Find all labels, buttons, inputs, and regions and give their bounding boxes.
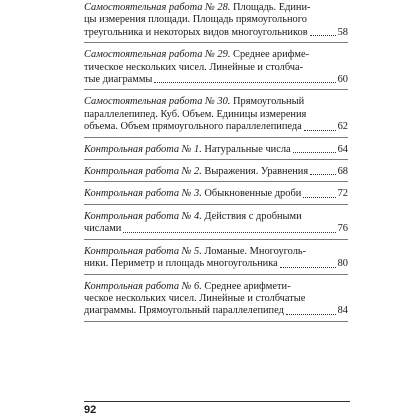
toc-entry-text: параллелепипед. Куб. Объем. Единицы измерения [84,108,307,120]
toc-entry-text: ники. Периметр и площадь многоугольника [84,258,278,270]
toc-page-number: 68 [337,166,348,178]
table-of-contents [84,2,348,328]
toc-entry-text: Среднее арифмети- [204,280,291,292]
toc-entry-text: тическое нескольких чисел. Линейные и столбча- [84,61,304,73]
toc-page-number: 72 [337,188,348,200]
toc-entry-title [84,2,348,27]
toc-page-number: 58 [337,26,348,38]
dot-leader [123,231,335,233]
toc-entry-label: Самостоятельная работа № 29. [84,49,231,61]
toc-entry[interactable] [84,188,348,204]
toc-entry-title [84,49,348,74]
toc-entry-text: Действия с дробными [204,210,302,222]
dot-leader [293,151,336,153]
toc-entry-title [84,281,348,306]
toc-entry-text: Площадь. Едини- [233,2,311,13]
toc-entry-text: Обыкновенные дроби [204,188,302,200]
toc-entry[interactable] [84,211,348,240]
toc-page-number: 60 [337,74,348,86]
toc-entry-title [84,96,348,121]
toc-entry-text: Ломаные. Многоуголь- [204,245,307,257]
toc-entry-text: Прямоугольный [233,96,305,108]
toc-entry-label: Контрольная работа № 4. [84,210,202,222]
page-number: 92 [84,404,97,416]
toc-page-number: 84 [337,305,348,317]
toc-entry-text: числами [84,223,122,235]
toc-entry-label: Контрольная работа № 2. [84,166,202,178]
dot-leader [310,173,335,175]
dot-leader [304,129,336,131]
toc-entry-text: ческое нескольких чисел. Линейные и столбчатые [84,292,306,304]
toc-entry-text: треугольника и некоторых видов многоугольников [84,26,308,38]
toc-entry[interactable] [84,166,348,182]
toc-entry-text: объема. Объем прямоугольного параллелепипеда [84,121,302,133]
toc-entry-text: цы измерения площади. Площадь прямоугольного [84,14,307,26]
toc-entry[interactable] [84,144,348,160]
toc-entry-title [84,246,348,258]
toc-entry[interactable] [84,96,348,137]
toc-entry-text: Среднее арифме- [233,49,310,61]
toc-entry-label: Контрольная работа № 3. [84,188,202,200]
toc-entry-label: Самостоятельная работа № 30. [84,96,231,108]
dot-leader [280,266,336,268]
toc-entry-text: тые диаграммы [84,74,153,86]
toc-entry-label: Контрольная работа № 5. [84,245,202,257]
toc-entry[interactable] [84,2,348,43]
toc-entry[interactable] [84,49,348,90]
toc-entry-title [84,211,348,223]
toc-entry[interactable] [84,246,348,275]
toc-page-number: 62 [337,121,348,133]
toc-entry-text: Натуральные числа [204,143,291,155]
toc-entry[interactable] [84,281,348,322]
dot-leader [310,34,336,36]
toc-entry-label: Самостоятельная работа № 28. [84,2,231,13]
dot-leader [154,81,335,83]
toc-page-number: 80 [337,258,348,270]
toc-page-number: 76 [337,223,348,235]
toc-page-number: 64 [337,143,348,155]
dot-leader [303,196,335,198]
footer-rule [84,401,350,402]
toc-entry-text: Выражения. Уравнения [204,166,309,178]
toc-entry-label: Контрольная работа № 6. [84,280,202,292]
toc-entry-label: Контрольная работа № 1. [84,143,202,155]
dot-leader [286,313,336,315]
toc-entry-text: диаграммы. Прямоугольный параллелепипед [84,305,284,317]
